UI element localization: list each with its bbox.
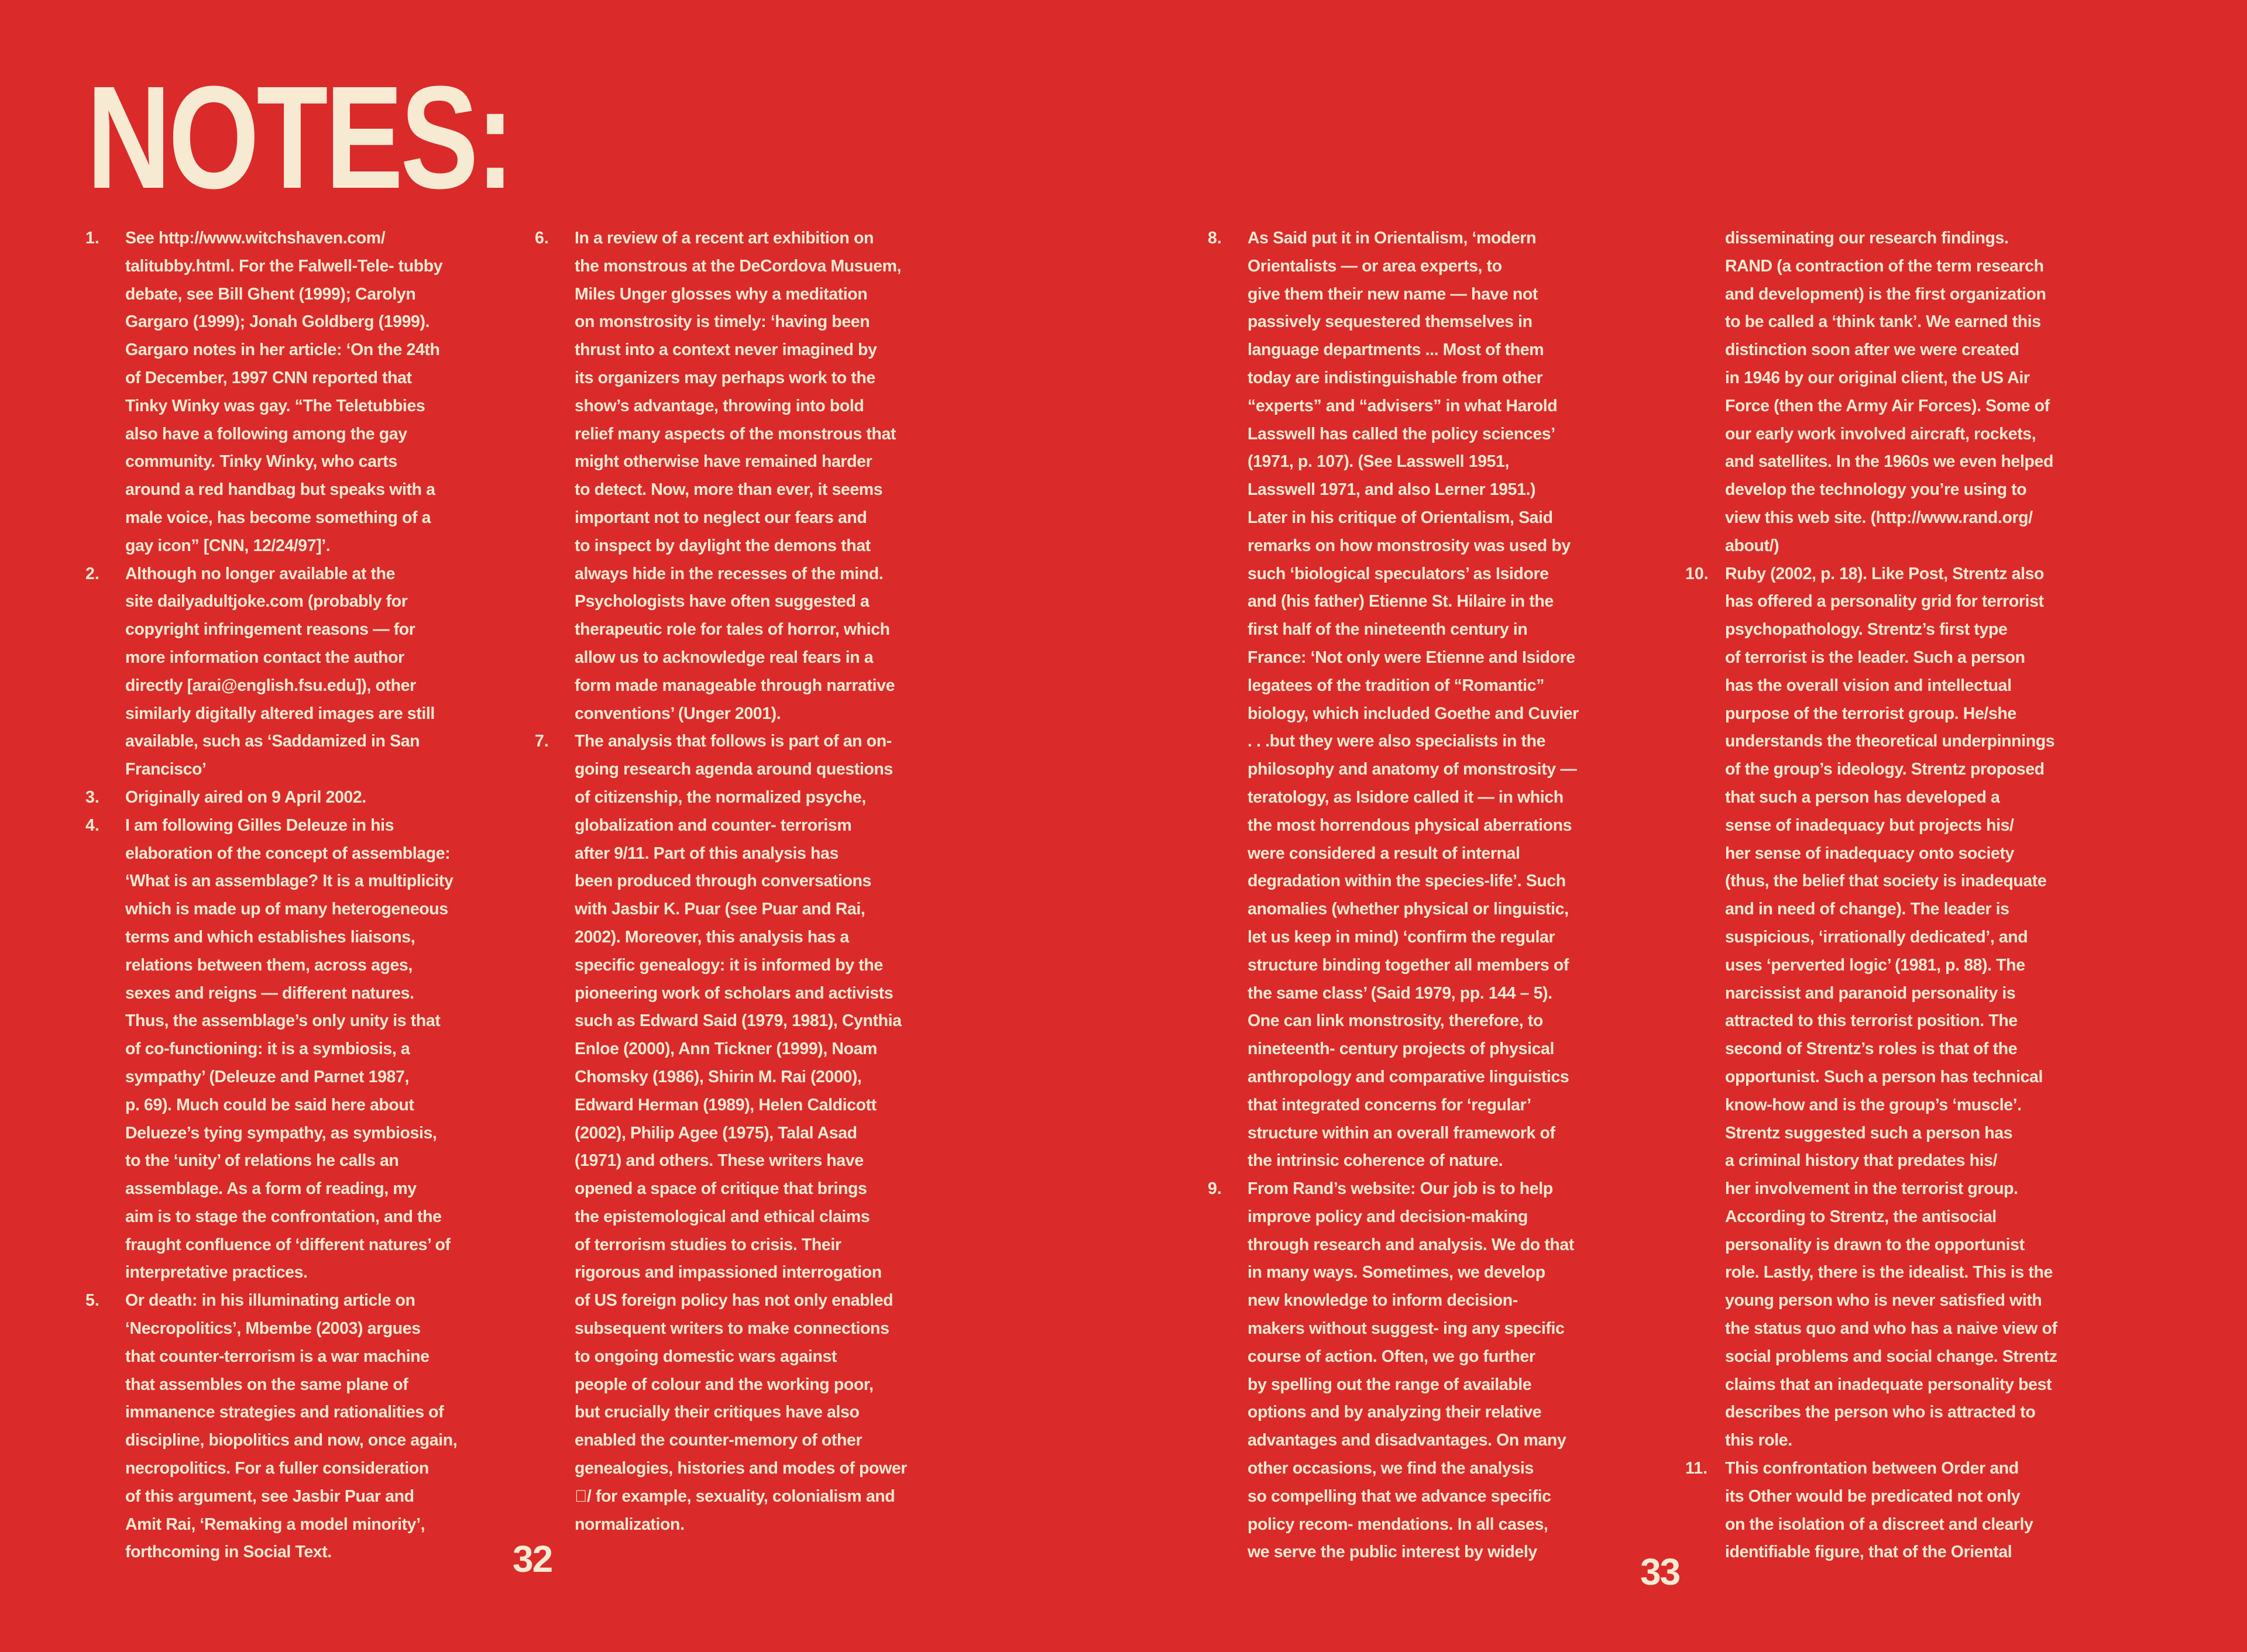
note-text: Ruby (2002, p. 18). Like Post, Strentz also has offered a personality grid for terrorist psychopathology. Strentz’s first type of terrorist is the leader. Such a person has the overall vision and intellectual purpose of the terrorist group. He/she understands the theoretical underpinnings of the group’s ideology. Strentz proposed that such a person has developed a sense of inadequacy but projects his/ her sense of inadequacy onto society (thus, the belief that society is inadequate and in need of change). The leader is suspicious, ‘irrationally dedicated’, and uses ‘perverted logic’ (1981, p. 88). The narcissist and paranoid personality is attracted to this terrorist position. The second of Strentz’s roles is that of the opportunist. Such a person has technical know-how and is the group’s ‘muscle’. Strentz suggested such a person has a criminal history that predates his/ her involvement in the terrorist group. According to Strentz, the antisocial personality is drawn to the opportunist role. Lastly, there is the idealist. This is the young person who is never satisfied with the status quo and who has a naive view of social problems and social change. Strentz claims that an inadequate personality best describes the person who is attracted to this role. — [1725, 564, 2057, 1450]
note-item — [85, 560, 472, 784]
note-number: 9. — [1208, 1179, 1222, 1199]
note-text: See http://www.witchshaven.com/ talitubby.html. For the Falwell-Tele- tubby debate, see Bill Ghent (1999); Carolyn Gargaro (1999); Jonah Goldberg (1999). Gargaro notes in her article: ‘On the 24th of December, 1997 CNN reported that Tinky Winky was gay. “The Teletubbies also have a following among the gay community. Tinky Winky, who carts around a red handbag but speaks with a male voice, has become something of a gay icon” [CNN, 12/24/97]’. — [125, 229, 443, 555]
note-number: 11. — [1685, 1459, 1708, 1478]
note-continuation: disseminating our research findings. RAND (a contraction of the term research and development) is the first organization to be called a ‘think tank’. We earned this distinction soon after we were created in 1946 by our original client, the US Air Force (then the Army Air Forces). Some of our early work involved aircraft, rockets, and satellites. In the 1960s we even helped develop the technology you’re using to view this web site. (http://www.rand.org/ about/) — [1725, 229, 2053, 555]
note-number: 2. — [85, 564, 99, 583]
note-item — [85, 1287, 472, 1567]
note-item — [85, 784, 472, 812]
page-title: NOTES: — [87, 56, 512, 219]
note-text: I am following Gilles Deleuze in his elaboration of the concept of assemblage: ‘What is an assemblage? It is a multiplicity which is made up of many heterogeneous terms and which establishes liaisons, relations between them, across ages, sexes and reigns — different natures. Thus, the assemblage’s only unity is that of co-functioning: it is a symbiosis, a sympathy’ (Deleuze and Parnet 1987, p. 69). Much could be said here about Delueze’s tying sympathy, as symbiosis, to the ‘unity’ of relations he calls an assemblage. As a form of reading, my aim is to stage the confrontation, and the fraught confluence of ‘different natures’ of interpretative practices. — [125, 815, 453, 1282]
notes-column-4 — [1685, 225, 2071, 1567]
note-item — [1208, 225, 1594, 1175]
note-number: 7. — [535, 732, 549, 751]
note-text: This confrontation between Order and its Other would be predicated not only on the isolation of a discreet and clearly identifiable figure, that of the Oriental — [1725, 1459, 2033, 1562]
note-text: Although no longer available at the site dailyadultjoke.com (probably for copyright infringement reasons — for more information contact the author directly [arai@english.fsu.edu]), other similarly digitally altered images are still available, such as ‘Saddamized in San Francisco’ — [125, 564, 435, 779]
note-number: 3. — [85, 787, 99, 807]
note-item — [85, 225, 472, 560]
note-text: In a review of a recent art exhibition on the monstrous at the DeCordova Musuem, Miles Unger glosses why a meditation on monstrosity is timely: ‘having been thrust into a context never imagined by its organizers may perhaps work to the show’s advantage, throwing into bold relief many aspects of the monstrous that might otherwise have remained harder to detect. Now, more than ever, it seems important not to neglect our fears and to inspect by daylight the demons that always hide in the recesses of the mind. Psychologists have often suggested a therapeutic role for tales of horror, which allow us to acknowledge real fears in a form made manageable through narrative conventions’ (Unger 2001). — [575, 229, 902, 723]
note-text: From Rand’s website: Our job is to help improve policy and decision-making through research and analysis. We do that in many ways. Sometimes, we develop new knowledge to inform decision- makers without suggest- ing any specific course of action. Often, we go further by spelling out the range of available options and by analyzing their relative advantages and disadvantages. On many other occasions, we find the analysis so compelling that we advance specific policy recom- mendations. In all cases, we serve the public interest by widely — [1248, 1179, 1574, 1562]
note-item — [1685, 560, 2071, 1455]
note-number: 5. — [85, 1291, 99, 1310]
note-number: 10. — [1685, 564, 1709, 583]
note-item — [535, 225, 921, 728]
note-number: 4. — [85, 815, 99, 835]
note-item — [85, 812, 472, 1288]
note-item — [1685, 1455, 2071, 1567]
note-number: 6. — [535, 229, 549, 247]
note-text: Originally aired on 9 April 2002. — [125, 787, 366, 807]
note-number: 1. — [85, 229, 99, 247]
notes-column-2 — [535, 225, 921, 1539]
note-item — [1208, 1175, 1594, 1567]
note-text: Or death: in his illuminating article on ‘Necropolitics’, Mbembe (2003) argues that counter-terrorism is a war machine that assembles on the same plane of immanence strategies and rationalities of discipline, biopolitics and now, once again, necropolitics. For a fuller consideration of this argument, see Jasbir Puar and Amit Rai, ‘Remaking a model minority’, forthcoming in Social Text. — [125, 1291, 458, 1562]
note-number: 8. — [1208, 229, 1222, 247]
notes-column-1 — [85, 225, 472, 1567]
page-number-left: 32 — [513, 1538, 552, 1580]
notes-column-3 — [1208, 225, 1594, 1567]
note-item — [535, 728, 921, 1539]
note-text: As Said put it in Orientalism, ‘modern Orientalists — or area experts, to give them their new name — have not passively sequestered themselves in language departments ... Most of them today are indistinguishable from other “experts” and “advisers” in what Harold Lasswell has called the policy sciences’ (1971, p. 107). (See Lasswell 1951, Lasswell 1971, and also Lerner 1951.) Later in his critique of Orientalism, Said remarks on how monstrosity was used by such ‘biological speculators’ as Isidore and (his father) Etienne St. Hilaire in the first half of the nineteenth century in France: ‘Not only were Etienne and Isidore legatees of the tradition of “Romantic” biology, which included Goethe and Cuvier . . .but they were also specialists in the philosophy and anatomy of monstrosity — teratology, as Isidore called it — in which the most horrendous physical aberrations were considered a result of internal degradation within the species-life’. Such anomalies (whether physical or linguistic, let us keep in mind) ‘confirm the regular structure binding together all members of the same class’ (Said 1979, pp. 144 – 5). One can link monstrosity, therefore, to nineteenth- century projects of physical anthropology and comparative linguistics that integrated concerns for ‘regular’ structure within an overall framework of the intrinsic coherence of nature. — [1248, 229, 1579, 1171]
page-number-right: 33 — [1640, 1551, 1680, 1593]
note-text: The analysis that follows is part of an on- going research agenda around questions of citizenship, the normalized psyche, globalization and counter- terrorism after 9/11. Part of this analysis has been produced through conversations with Jasbir K. Puar (see Puar and Rai, 2002). Moreover, this analysis has a specific genealogy: it is informed by the pioneering work of scholars and activists such as Edward Said (1979, 1981), Cynthia Enloe (2000), Ann Tickner (1999), Noam Chomsky (1986), Shirin M. Rai (2000), Edward Herman (1989), Helen Caldicott (2002), Philip Agee (1975), Talal Asad (1971) and others. These writers have opened a space of critique that brings the epistemological and ethical claims of terrorism studies to crisis. Their rigorous and impassioned interrogation of US foreign policy has not only enabled subsequent writers to make connections to ongoing domestic wars against people of colour and the working poor, but crucially their critiques have also enabled the counter-memory of other genealogies, histories and modes of power  / for example, sexuality, colonialism and normalization. — [575, 732, 907, 1534]
